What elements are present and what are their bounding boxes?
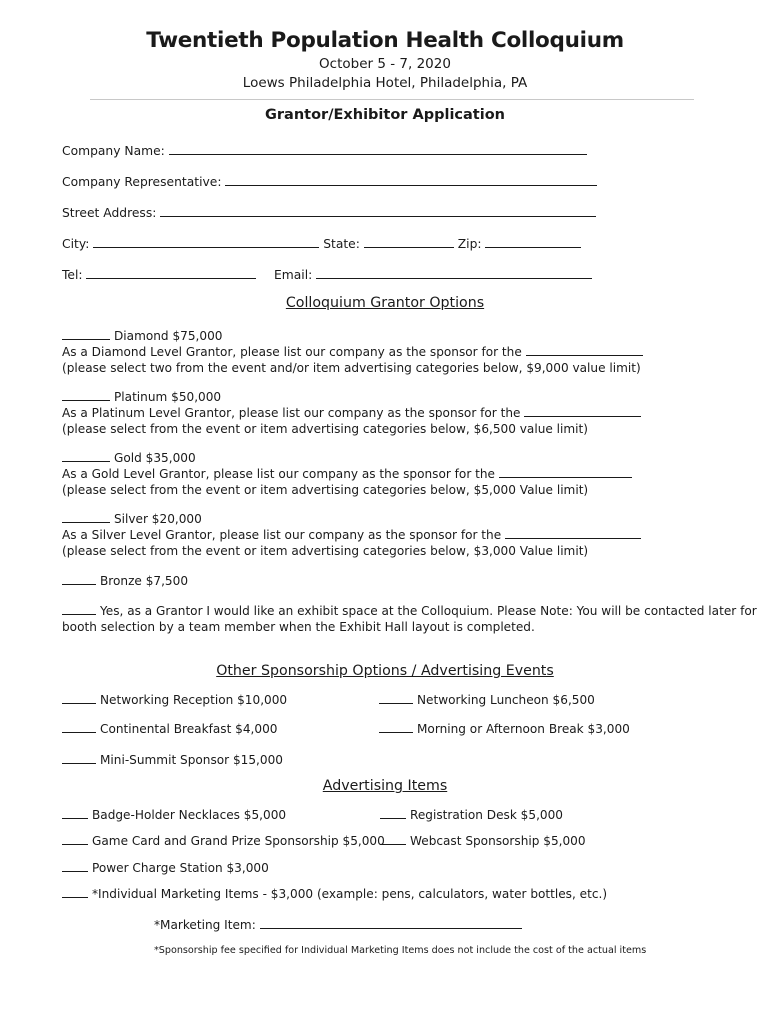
continental-breakfast-label: Continental Breakfast $4,000 — [100, 722, 278, 736]
company-rep-field[interactable] — [225, 174, 597, 186]
badge-holder-option — [62, 808, 286, 822]
individual-marketing-blank[interactable] — [62, 887, 88, 898]
gold-checkbox-blank[interactable] — [62, 451, 110, 462]
game-card-blank[interactable] — [62, 834, 88, 845]
exhibit-option — [62, 604, 757, 618]
company-name-field[interactable] — [169, 143, 587, 155]
diamond-desc-text: As a Diamond Level Grantor, please list our company as the sponsor for the — [62, 345, 522, 359]
bronze-checkbox-blank[interactable] — [62, 574, 96, 585]
networking-reception-option — [62, 693, 287, 707]
bronze-label: Bronze $7,500 — [100, 574, 189, 588]
state-label: State: — [323, 237, 360, 251]
mini-summit-label: Mini-Summit Sponsor $15,000 — [100, 753, 283, 767]
badge-holder-label: Badge-Holder Necklaces $5,000 — [92, 808, 287, 822]
platinum-desc — [62, 406, 645, 420]
email-label: Email: — [274, 268, 313, 282]
footnote: *Sponsorship fee specified for Individual Marketing Items does not include the cost of the actual items — [154, 945, 647, 956]
marketing-item-label: *Marketing Item: — [154, 918, 256, 932]
individual-marketing-option — [62, 887, 607, 901]
zip-label: Zip: — [457, 237, 482, 251]
company-name-row — [62, 143, 587, 158]
gold-label: Gold $35,000 — [114, 451, 196, 465]
other-sponsorship-heading: Other Sponsorship Options / Advertising Events — [216, 663, 554, 679]
city-row — [62, 236, 581, 251]
mini-summit-option — [62, 753, 283, 767]
power-charge-option — [62, 861, 269, 875]
exhibit-line2: booth selection by a team member when the Exhibit Hall layout is completed. — [62, 620, 535, 634]
morning-break-label: Morning or Afternoon Break $3,000 — [417, 722, 630, 736]
event-dates: October 5 - 7, 2020 — [319, 56, 451, 72]
networking-luncheon-label: Networking Luncheon $6,500 — [417, 693, 595, 707]
silver-option — [62, 512, 202, 526]
form-title: Grantor/Exhibitor Application — [265, 107, 505, 123]
advertising-items-heading: Advertising Items — [322, 778, 448, 794]
platinum-sponsor-field[interactable] — [524, 406, 641, 417]
company-rep-label: Company Representative: — [62, 175, 222, 189]
diamond-label: Diamond $75,000 — [114, 329, 223, 343]
platinum-checkbox-blank[interactable] — [62, 390, 110, 401]
bronze-option — [62, 574, 188, 588]
diamond-option — [62, 329, 222, 343]
silver-label: Silver $20,000 — [114, 512, 202, 526]
zip-field[interactable] — [485, 236, 581, 248]
registration-desk-blank[interactable] — [380, 808, 406, 819]
street-field[interactable] — [160, 205, 596, 217]
silver-note: (please select from the event or item advertising categories below, $3,000 Value limit) — [62, 544, 589, 558]
platinum-label: Platinum $50,000 — [114, 390, 222, 404]
gold-desc — [62, 467, 636, 481]
email-row — [274, 267, 592, 282]
event-venue: Loews Philadelphia Hotel, Philadelphia, PA — [242, 75, 528, 91]
power-charge-blank[interactable] — [62, 861, 88, 872]
diamond-sponsor-field[interactable] — [526, 345, 643, 356]
mini-summit-blank[interactable] — [62, 753, 96, 764]
registration-desk-option — [380, 808, 563, 822]
webcast-option — [380, 834, 586, 848]
networking-luncheon-blank[interactable] — [379, 693, 413, 704]
webcast-blank[interactable] — [380, 834, 406, 845]
tel-field[interactable] — [86, 267, 256, 279]
exhibit-line1: Yes, as a Grantor I would like an exhibit space at the Colloquium. Please Note: You will be contacted later for — [100, 604, 757, 618]
game-card-label: Game Card and Grand Prize Sponsorship $5,000 — [92, 834, 385, 848]
city-label: City: — [62, 237, 90, 251]
diamond-desc — [62, 345, 647, 359]
grantor-options-heading: Colloquium Grantor Options — [285, 295, 485, 311]
company-rep-row — [62, 174, 597, 189]
networking-reception-blank[interactable] — [62, 693, 96, 704]
state-field[interactable] — [364, 236, 454, 248]
networking-reception-label: Networking Reception $10,000 — [100, 693, 288, 707]
continental-breakfast-blank[interactable] — [62, 722, 96, 733]
silver-desc — [62, 528, 645, 542]
gold-desc-text: As a Gold Level Grantor, please list our company as the sponsor for the — [62, 467, 495, 481]
street-label: Street Address: — [62, 206, 157, 220]
networking-luncheon-option — [379, 693, 595, 707]
page-title: Twentieth Population Health Colloquium — [146, 28, 624, 53]
webcast-label: Webcast Sponsorship $5,000 — [410, 834, 586, 848]
morning-break-option — [379, 722, 630, 736]
registration-desk-label: Registration Desk $5,000 — [410, 808, 563, 822]
individual-marketing-label: *Individual Marketing Items - $3,000 (example: pens, calculators, water bottles, etc.) — [92, 887, 608, 901]
header-divider — [90, 99, 694, 100]
gold-option — [62, 451, 196, 465]
diamond-checkbox-blank[interactable] — [62, 329, 110, 340]
marketing-item-row — [154, 918, 526, 932]
platinum-desc-text: As a Platinum Level Grantor, please list our company as the sponsor for the — [62, 406, 521, 420]
gold-note: (please select from the event or item advertising categories below, $5,000 Value limit) — [62, 483, 589, 497]
silver-desc-text: As a Silver Level Grantor, please list our company as the sponsor for the — [62, 528, 502, 542]
email-field[interactable] — [316, 267, 592, 279]
company-name-label: Company Name: — [62, 144, 165, 158]
morning-break-blank[interactable] — [379, 722, 413, 733]
tel-label: Tel: — [62, 268, 83, 282]
gold-sponsor-field[interactable] — [499, 467, 632, 478]
badge-holder-blank[interactable] — [62, 808, 88, 819]
city-field[interactable] — [93, 236, 319, 248]
diamond-note: (please select two from the event and/or item advertising categories below, $9,000 value limit) — [62, 361, 641, 375]
game-card-option — [62, 834, 385, 848]
platinum-option — [62, 390, 221, 404]
exhibit-checkbox-blank[interactable] — [62, 604, 96, 615]
tel-row — [62, 267, 256, 282]
platinum-note: (please select from the event or item advertising categories below, $6,500 value limit) — [62, 422, 588, 436]
silver-checkbox-blank[interactable] — [62, 512, 110, 523]
street-row — [62, 205, 596, 220]
continental-breakfast-option — [62, 722, 277, 736]
power-charge-label: Power Charge Station $3,000 — [92, 861, 269, 875]
silver-sponsor-field[interactable] — [505, 528, 641, 539]
marketing-item-field[interactable] — [260, 918, 522, 929]
